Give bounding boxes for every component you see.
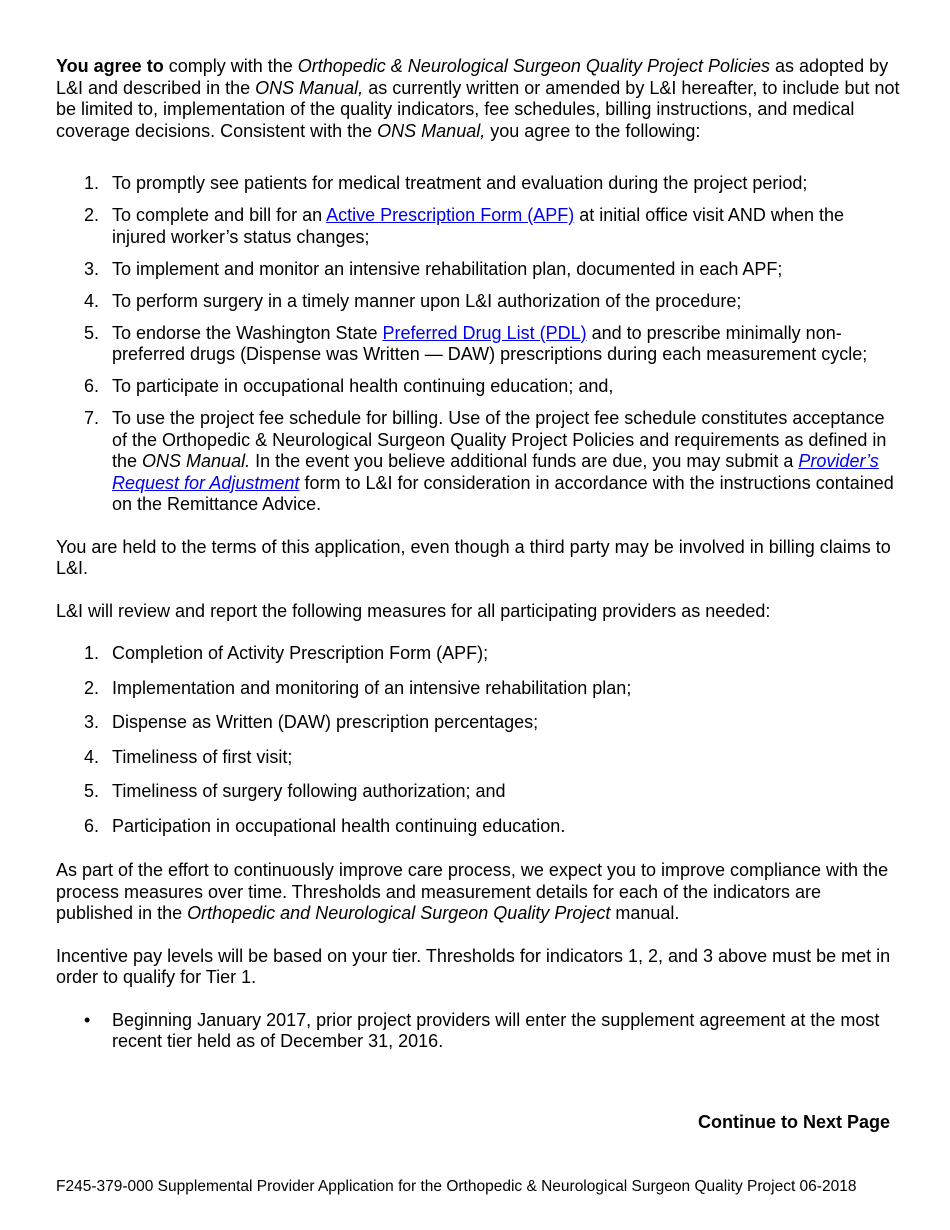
list-item: 6. To participate in occupational health continuing education; and,: [84, 376, 614, 396]
apf-link[interactable]: Active Prescription Form (APF): [326, 205, 575, 225]
list-item: 3. To implement and monitor an intensive rehabilitation plan, documented in each APF;: [84, 258, 783, 279]
list-item: 2. Implementation and monitoring of an intensive rehabilitation plan;: [84, 677, 632, 698]
intro-paragraph: You agree to comply with the Orthopedic & Neurological Surgeon Quality Project Policies as adopted by L&I and described in the ONS Manual, as currently written or amended by L&I hereafter, to include but not be limited to, implementation of the quality indicators, fee schedules, billing instructions, and medical coverage decisions. Consistent with the ONS Manual, you agree to the following:: [56, 56, 900, 141]
list-item: 6. Participation in occupational health continuing education.: [84, 815, 566, 836]
list-item: 7. To use the project fee schedule for billing. Use of the project fee schedule constitutes acceptance of the Orthopedic & Neurological Surgeon Quality Project Policies and requirements as defined in the ONS Manual. In the event you believe additional funds are due, you may submit a Provider’s Request for Adjustment form to L&I for consideration in accordance with the instructions contained on the Remittance Advice.: [84, 408, 894, 514]
agreement-list: [56, 173, 901, 516]
measures-list: [56, 643, 901, 837]
continue-label: Continue to Next Page: [697, 1112, 890, 1132]
review-paragraph: L&I will review and report the following measures for all participating providers as needed:: [56, 600, 771, 621]
list-item: 1. To promptly see patients for medical treatment and evaluation during the project period;: [84, 173, 808, 193]
list-item: 4. To perform surgery in a timely manner upon L&I authorization of the procedure;: [84, 290, 742, 311]
list-item: 4. Timeliness of first visit;: [84, 746, 293, 767]
held-paragraph: You are held to the terms of this application, even though a third party may be involved in billing claims to L&I.: [56, 536, 891, 578]
list-item: 5. To endorse the Washington State Preferred Drug List (PDL) and to prescribe minimally non-preferred drugs (Dispense was Written — DAW) prescriptions during each measurement cycle;: [84, 322, 868, 364]
list-item: 2. To complete and bill for an Active Prescription Form (APF) at initial office visit AND when the injured worker’s status changes;: [84, 205, 844, 247]
document-body: [56, 56, 901, 1053]
form-footer: F245-379-000 Supplemental Provider Application for the Orthopedic & Neurological Surgeon Quality Project 06-2018: [56, 1178, 857, 1195]
list-item: • Beginning January 2017, prior project providers will enter the supplement agreement at the most recent tier held as of December 31, 2016.: [84, 1009, 880, 1051]
improve-paragraph: As part of the effort to continuously improve care process, we expect you to improve compliance with the process measures over time. Thresholds and measurement details for each of the indicators are published in the Orthopedic and Neurological Surgeon Quality Project manual.: [56, 860, 889, 923]
incentive-paragraph: Incentive pay levels will be based on your tier. Thresholds for indicators 1, 2, and 3 above must be met in order to qualify for Tier 1.: [56, 945, 891, 987]
list-item: 1. Completion of Activity Prescription Form (APF);: [84, 643, 489, 663]
bullet-list: [56, 1010, 901, 1053]
list-item: 5. Timeliness of surgery following authorization; and: [84, 781, 506, 801]
pdl-link[interactable]: Preferred Drug List (PDL): [382, 322, 587, 343]
list-item: 3. Dispense as Written (DAW) prescription percentages;: [84, 712, 539, 732]
request-adjustment-link[interactable]: Provider’s Request for Adjustment: [112, 451, 879, 493]
